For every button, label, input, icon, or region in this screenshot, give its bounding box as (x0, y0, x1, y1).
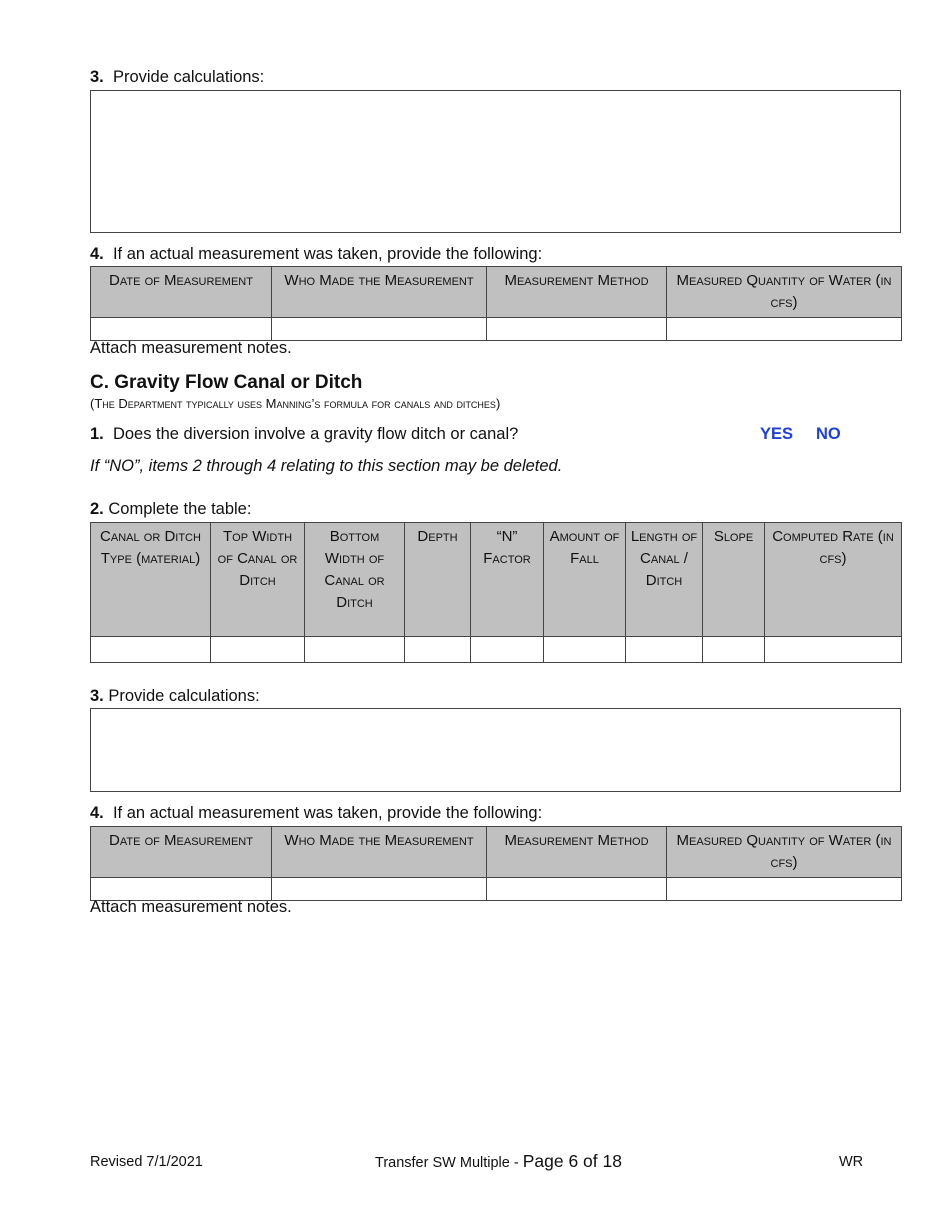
amount-of-fall-cell[interactable] (544, 637, 626, 663)
quantity-cell[interactable] (667, 878, 902, 901)
ditch-type-cell[interactable] (91, 637, 211, 663)
measurement-heading-b: 4. If an actual measurement was taken, provide the following: (90, 245, 543, 263)
column-header: Who Made the Measurement (272, 827, 487, 878)
column-header: Canal or Ditch Type (material) (91, 523, 211, 637)
quantity-cell[interactable] (667, 318, 902, 341)
footer-code: WR (839, 1154, 864, 1170)
who-cell[interactable] (272, 878, 487, 901)
column-header: Top Width of Canal or Ditch (211, 523, 305, 637)
computed-rate-cell[interactable] (765, 637, 902, 663)
calc-heading-b: 3. Provide calculations: (90, 68, 265, 86)
column-header: Measurement Method (487, 827, 667, 878)
column-header: Depth (405, 523, 471, 637)
depth-cell[interactable] (405, 637, 471, 663)
attach-note-c: Attach measurement notes. (90, 898, 292, 916)
method-cell[interactable] (487, 318, 667, 341)
section-subtitle: (The Department typically uses Manning’s formula for canals and ditches) (90, 396, 501, 411)
page-number: Page 6 of 18 (522, 1151, 622, 1171)
footer-revised: Revised 7/1/2021 (90, 1154, 203, 1170)
calculations-box-c[interactable] (90, 708, 901, 792)
attach-note-b: Attach measurement notes. (90, 339, 292, 357)
column-header: “N” Factor (471, 523, 544, 637)
measurement-table-c (90, 826, 902, 901)
delete-instruction: If “NO”, items 2 through 4 relating to this section may be deleted. (90, 457, 563, 475)
column-header: Date of Measurement (91, 827, 272, 878)
column-header: Measured Quantity of Water (in cfs) (667, 827, 902, 878)
yes-option[interactable]: YES (760, 425, 794, 443)
date-cell[interactable] (91, 318, 272, 341)
measurement-table-b (90, 266, 902, 341)
column-header: Who Made the Measurement (272, 267, 487, 318)
column-header: Length of Canal / Ditch (626, 523, 703, 637)
question-2: 2. Complete the table: (90, 500, 252, 518)
column-header: Date of Measurement (91, 267, 272, 318)
question-3: 3. Provide calculations: (90, 687, 260, 705)
footer-form-name: Transfer SW Multiple - (375, 1155, 523, 1171)
column-header: Measured Quantity of Water (in cfs) (667, 267, 902, 318)
column-header: Computed Rate (in cfs) (765, 523, 902, 637)
length-cell[interactable] (626, 637, 703, 663)
n-factor-cell[interactable] (471, 637, 544, 663)
top-width-cell[interactable] (211, 637, 305, 663)
slope-cell[interactable] (703, 637, 765, 663)
calculations-box-b[interactable] (90, 90, 901, 233)
column-header: Bottom Width of Canal or Ditch (305, 523, 405, 637)
column-header: Amount of Fall (544, 523, 626, 637)
footer-form (375, 1151, 622, 1172)
question-1: 1. Does the diversion involve a gravity flow ditch or canal? (90, 425, 519, 443)
who-cell[interactable] (272, 318, 487, 341)
canal-ditch-table (90, 522, 902, 663)
method-cell[interactable] (487, 878, 667, 901)
bottom-width-cell[interactable] (305, 637, 405, 663)
no-option[interactable]: NO (816, 425, 841, 443)
column-header: Measurement Method (487, 267, 667, 318)
section-title: C. Gravity Flow Canal or Ditch (90, 372, 363, 393)
column-header: Slope (703, 523, 765, 637)
question-4: 4. If an actual measurement was taken, provide the following: (90, 804, 543, 822)
